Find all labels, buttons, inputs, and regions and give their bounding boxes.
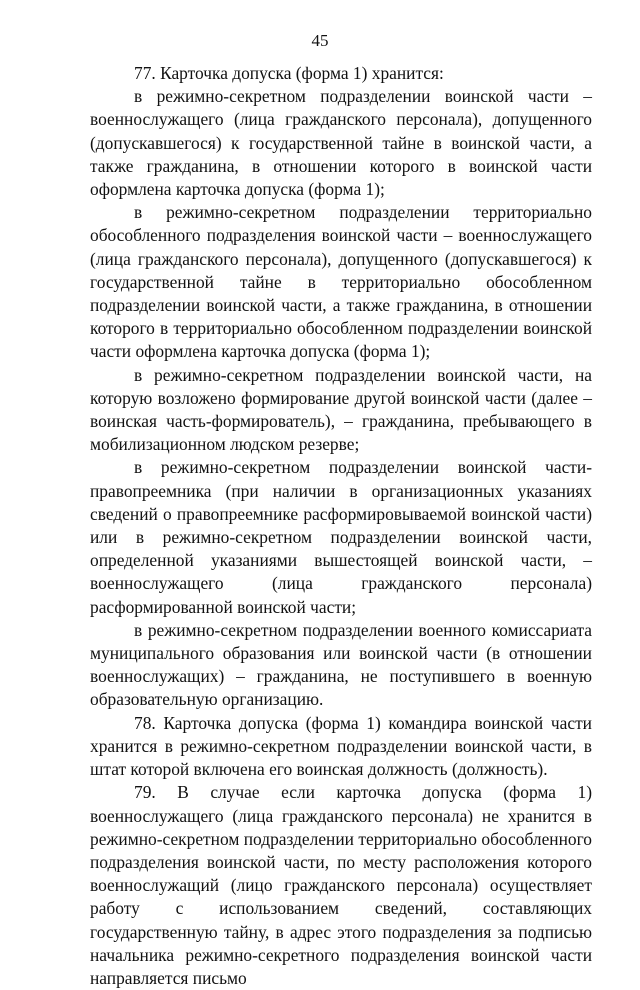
paragraph-military-unit: в режимно-секретном подразделении воинской части – военнослужащего (лица гражданского персонала), допущенного (допускавшегося) к государственной тайне в воинской части, а также гражданина, в отношении которого в воинской части оформлена карточка допуска (форма 1); (90, 86, 592, 200)
paragraph-forming-unit: в режимно-секретном подразделении воинской части, на которую возложено формирование другой воинской части (далее – воинская часть-формирователь), – гражданина, пребывающего в мобилизационном людском резерве; (90, 364, 592, 455)
paragraph-78: 78. Карточка допуска (форма 1) командира воинской части хранится в режимно-секретном подразделении воинской части, в штат которой включена его воинская должность (должность). (90, 712, 592, 780)
document-body (90, 62, 592, 990)
page-number: 45 (311, 31, 329, 50)
paragraph-77-heading: 77. Карточка допуска (форма 1) хранится: (134, 63, 444, 83)
paragraph-territorial-subdivision: в режимно-секретном подразделении территориально обособленного подразделения воинской части – военнослужащего (лица гражданского персонала), допущенного (допускавшегося) к государственной тайне в территориально обособленном подразделении воинской части, а также гражданина, в отношении которого в территориально обособленном подразделении воинской части оформлена карточка допуска (форма 1); (90, 202, 592, 362)
paragraph-successor-unit: в режимно-секретном подразделении воинской части-правопреемника (при наличии в организационных указаниях сведений о правопреемнике расформировываемой воинской части) или в режимно-секретном подразделении воинской части, определенной указаниями вышестоящей воинской части, – военнослужащего (лица гражданского персонала) расформированной воинской части; (90, 457, 592, 617)
paragraph-79: 79. В случае если карточка допуска (форма 1) военнослужащего (лица гражданского персонала) не хранится в режимно-секретном подразделении территориально обособленного подразделения воинской части, по месту расположения которого военнослужащий (лицо гражданского персонала) осуществляет работу с использованием сведений, составляющих государственную тайну, в адрес этого подразделения за подписью начальника режимно-секретного подразделения воинской части направляется письмо (90, 782, 592, 988)
paragraph-military-commissariat: в режимно-секретном подразделении военного комиссариата муниципального образования или воинской части (в отношении военнослужащих) – гражданина, не поступившего в военную образовательную организацию. (90, 619, 592, 710)
